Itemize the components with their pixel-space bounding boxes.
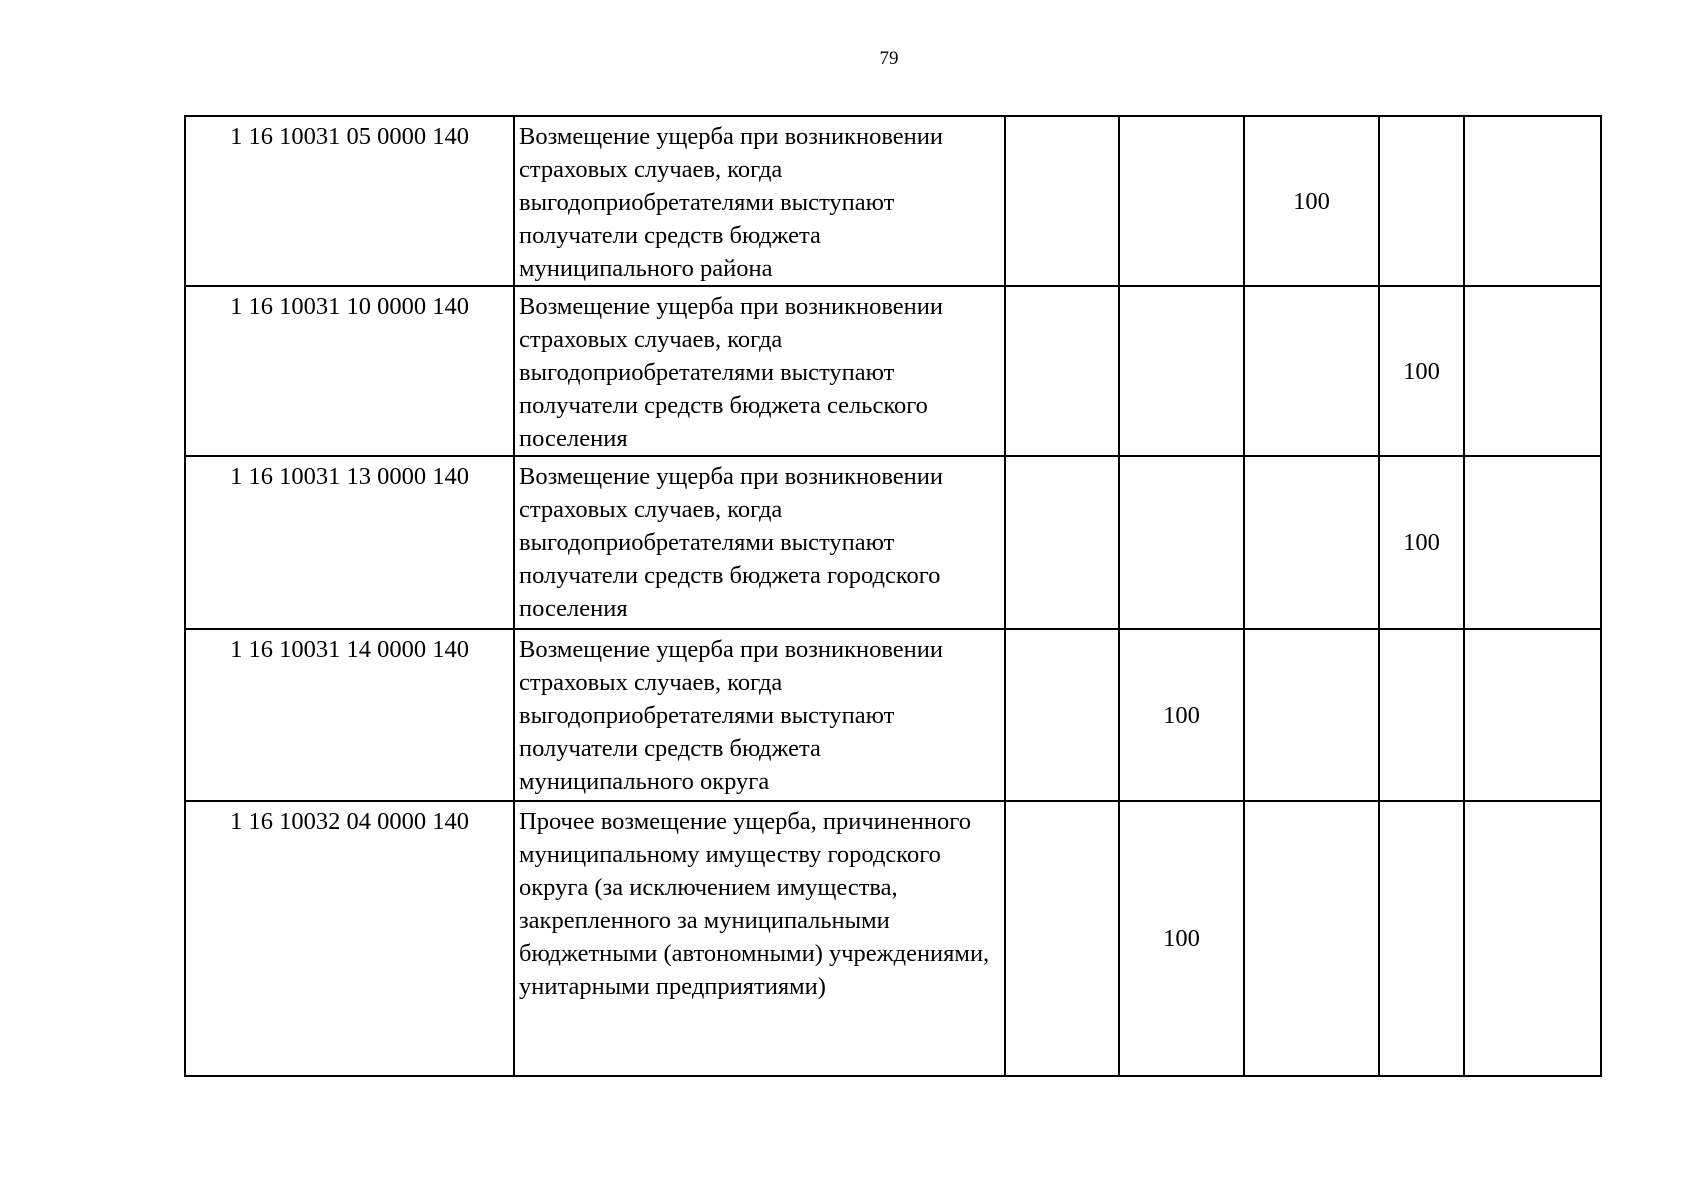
value-cell-col5: [1244, 629, 1379, 801]
revenue-code-cell: 1 16 10032 04 0000 140: [185, 801, 514, 1076]
value-cell-col5: [1244, 456, 1379, 629]
budget-revenue-table: [184, 115, 1602, 1077]
table-row: [185, 116, 1601, 286]
table-row: [185, 801, 1601, 1076]
value-cell-col5: [1244, 801, 1379, 1076]
value-cell-col3: [1005, 286, 1119, 456]
revenue-description-cell: Возмещение ущерба при возникновении страховых случаев, когда выгодоприобретателями выступают получатели средств бюджета муниципального района: [514, 116, 1005, 286]
revenue-code-cell: 1 16 10031 05 0000 140: [185, 116, 514, 286]
value-cell-col7: [1464, 801, 1601, 1076]
revenue-code-cell: 1 16 10031 13 0000 140: [185, 456, 514, 629]
value-cell-col4: [1119, 286, 1244, 456]
value-cell-col6: [1379, 629, 1464, 801]
value-cell-col6: [1379, 801, 1464, 1076]
value-cell-col4: [1119, 456, 1244, 629]
revenue-code-cell: 1 16 10031 10 0000 140: [185, 286, 514, 456]
value-cell-col6: 100: [1379, 456, 1464, 629]
value-cell-col7: [1464, 456, 1601, 629]
value-cell-col4: [1119, 116, 1244, 286]
value-cell-col3: [1005, 801, 1119, 1076]
value-cell-col3: [1005, 456, 1119, 629]
value-cell-col6: 100: [1379, 286, 1464, 456]
value-cell-col3: [1005, 116, 1119, 286]
page-number: 79: [879, 48, 899, 69]
value-cell-col7: [1464, 286, 1601, 456]
revenue-description-cell: Прочее возмещение ущерба, причиненного муниципальному имуществу городского округа (за исключением имущества, закрепленного за муниципальными бюджетными (автономными) учреждениями, унитарными предприятиями): [514, 801, 1005, 1076]
value-cell-col7: [1464, 629, 1601, 801]
value-cell-col5: [1244, 286, 1379, 456]
table-row: [185, 629, 1601, 801]
value-cell-col4: 100: [1119, 801, 1244, 1076]
revenue-description-cell: Возмещение ущерба при возникновении страховых случаев, когда выгодоприобретателями выступают получатели средств бюджета сельского поселения: [514, 286, 1005, 456]
table-row: [185, 456, 1601, 629]
value-cell-col3: [1005, 629, 1119, 801]
revenue-code-cell: 1 16 10031 14 0000 140: [185, 629, 514, 801]
value-cell-col7: [1464, 116, 1601, 286]
revenue-description-cell: Возмещение ущерба при возникновении страховых случаев, когда выгодоприобретателями выступают получатели средств бюджета городского поселения: [514, 456, 1005, 629]
value-cell-col4: 100: [1119, 629, 1244, 801]
value-cell-col5: 100: [1244, 116, 1379, 286]
value-cell-col6: [1379, 116, 1464, 286]
revenue-description-cell: Возмещение ущерба при возникновении страховых случаев, когда выгодоприобретателями выступают получатели средств бюджета муниципального округа: [514, 629, 1005, 801]
table-row: [185, 286, 1601, 456]
